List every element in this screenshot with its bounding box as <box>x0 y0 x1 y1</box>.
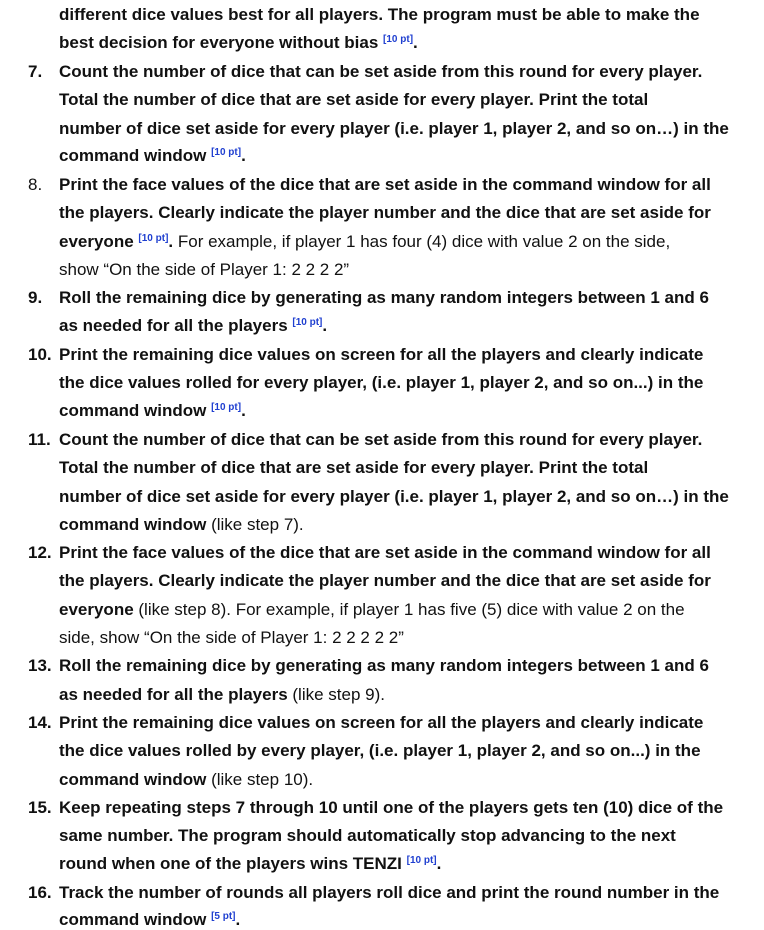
item-14-line-1: Print the remaining dice values on screen for all the players and clearly indicate <box>59 713 704 732</box>
item-14-line-2: the dice values rolled by every player, (i.e. player 1, player 2, and so on...) in the <box>59 741 701 760</box>
item-number: 15. <box>28 798 52 817</box>
item-number: 7. <box>28 62 43 81</box>
item-7-line-3: number of dice set aside for every player (i.e. player 1, player 2, and so on…) in the <box>59 119 729 138</box>
item-14-line-3-text: command window <box>59 770 207 789</box>
item-11-line-3: number of dice set aside for every player (i.e. player 1, player 2, and so on…) in the <box>59 487 729 506</box>
item-15-line-3-text: round when one of the players wins TENZI <box>59 854 402 873</box>
item-11-line-2: Total the number of dice that are set aside for every player. Print the total <box>59 458 649 477</box>
item-15-line-1: Keep repeating steps 7 through 10 until one of the players gets ten (10) dice of the <box>59 798 724 817</box>
points-badge: [10 pt] <box>292 317 323 328</box>
item-8-continuation: For example, if player 1 has four (4) dice with value 2 on the side, <box>173 232 671 251</box>
item-11-tail: (like step 7). <box>206 515 304 534</box>
item-number: 10. <box>28 345 52 364</box>
item-12-line-3-text: everyone <box>59 600 134 619</box>
item-11-line-4-text: command window <box>59 515 207 534</box>
item-13-tail: (like step 9). <box>287 685 385 704</box>
item-10-line-1: Print the remaining dice values on screen for all the players and clearly indicate <box>59 345 704 364</box>
points-badge: [10 pt] <box>406 855 437 866</box>
item-10-end: . <box>241 401 246 420</box>
item-7-end: . <box>241 146 246 165</box>
item-9-line-2-text: as needed for all the players <box>59 316 288 335</box>
item-8-end: . <box>168 232 174 251</box>
item-15-line-2: same number. The program should automatically stop advancing to the next <box>59 826 676 845</box>
item-13-line-1: Roll the remaining dice by generating as many random integers between 1 and 6 <box>59 656 709 675</box>
item-8-line-3-text: everyone <box>59 232 134 251</box>
item-7-line-4-text: command window <box>59 146 207 165</box>
item-15-line-3 <box>59 854 441 874</box>
item-13-line-2-text: as needed for all the players <box>59 685 288 704</box>
item-number: 9. <box>28 288 43 307</box>
item-12-line-3 <box>59 600 685 620</box>
item-8-line-1: Print the face values of the dice that are set aside in the command window for all <box>59 175 711 194</box>
pre-line-2 <box>59 33 418 53</box>
points-badge: [10 pt] <box>138 233 169 244</box>
item-number: 12. <box>28 543 52 562</box>
item-number: 14. <box>28 713 52 732</box>
item-15-end: . <box>436 854 442 873</box>
item-11-line-1: Count the number of dice that can be set aside from this round for every player. <box>59 430 703 449</box>
item-16-line-2-text: command window <box>59 910 207 929</box>
item-9-line-1: Roll the remaining dice by generating as many random integers between 1 and 6 <box>59 288 709 307</box>
item-12-line-1: Print the face values of the dice that are set aside in the command window for all <box>59 543 711 562</box>
item-10-line-2: the dice values rolled for every player, (i.e. player 1, player 2, and so on...) in the <box>59 373 704 392</box>
points-badge: [5 pt] <box>211 911 236 922</box>
item-number: 8. <box>28 175 43 194</box>
item-11-line-4 <box>59 515 304 535</box>
item-16-end: . <box>235 910 241 929</box>
item-16-line-1: Track the number of rounds all players roll dice and print the round number in the <box>59 883 720 902</box>
points-badge: [10 pt] <box>383 34 414 45</box>
item-12-tail: (like step 8). For example, if player 1 has five (5) dice with value 2 on the <box>133 600 685 619</box>
item-7-line-1: Count the number of dice that can be set aside from this round for every player. <box>59 62 703 81</box>
item-7-line-4 <box>59 146 246 166</box>
points-badge: [10 pt] <box>211 147 242 158</box>
item-number: 13. <box>28 656 52 675</box>
item-8-example-line: show “On the side of Player 1: 2 2 2 2” <box>59 260 350 279</box>
item-10-line-3 <box>59 401 246 421</box>
item-9-line-2 <box>59 316 327 336</box>
item-7-line-2: Total the number of dice that are set aside for every player. Print the total <box>59 90 649 109</box>
item-14-line-3 <box>59 770 313 790</box>
item-8-line-2: the players. Clearly indicate the player number and the dice that are set aside for <box>59 203 711 222</box>
pre-line-2-text: best decision for everyone without bias <box>59 33 379 52</box>
item-12-line-2: the players. Clearly indicate the player number and the dice that are set aside for <box>59 571 711 590</box>
pre-line-1: different dice values best for all players. The program must be able to make the <box>59 5 700 24</box>
item-10-line-3-text: command window <box>59 401 207 420</box>
item-16-line-2 <box>59 910 240 930</box>
item-8-line-3 <box>59 232 670 252</box>
item-12-example-line: side, show “On the side of Player 1: 2 2 2 2 2” <box>59 628 404 647</box>
item-number: 11. <box>28 430 51 449</box>
points-badge: [10 pt] <box>211 402 242 413</box>
pre-line-2-end: . <box>413 33 418 52</box>
item-number: 16. <box>28 883 52 902</box>
item-13-line-2 <box>59 685 385 705</box>
item-9-end: . <box>322 316 328 335</box>
item-14-tail: (like step 10). <box>206 770 314 789</box>
